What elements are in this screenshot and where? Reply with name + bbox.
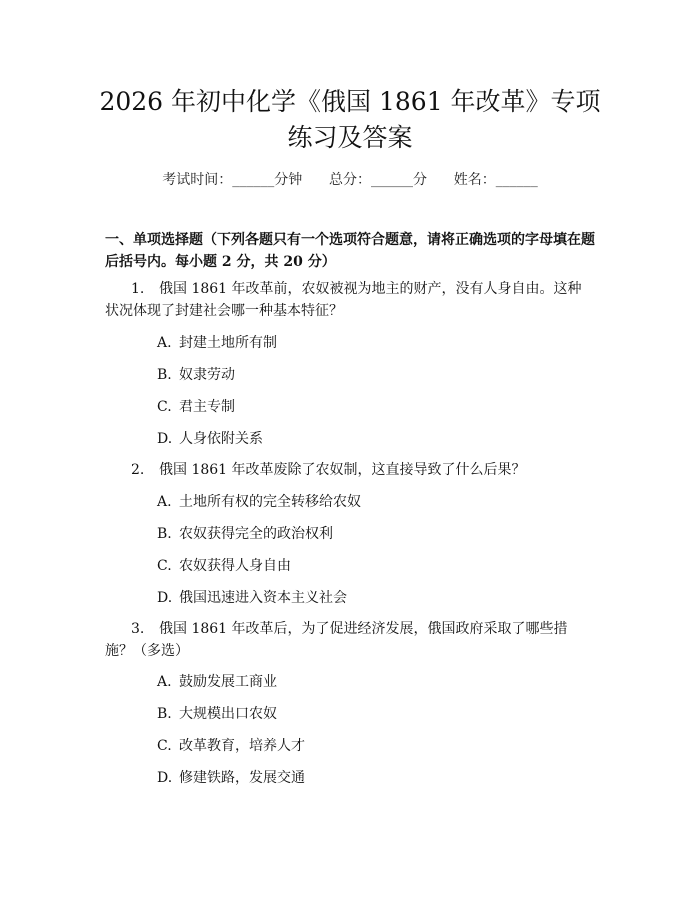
option-text: 俄国迅速进入资本主义社会 — [179, 590, 347, 606]
option-text: 修建铁路，发展交通 — [179, 770, 305, 786]
option-letter: B. — [157, 367, 172, 383]
question-1 — [105, 278, 595, 322]
question-2-option-d — [157, 588, 347, 608]
question-text: 俄国 1861 年改革前，农奴被视为地主的财产，没有人身自由。这种状况体现了封建社会哪一种基本特征？ — [105, 281, 582, 319]
option-letter: A. — [157, 335, 172, 351]
question-number: 2. — [131, 462, 145, 478]
option-text: 改革教育，培养人才 — [179, 738, 305, 754]
question-2-option-b — [157, 524, 333, 544]
question-1-option-a — [157, 333, 277, 353]
section-heading — [105, 229, 595, 273]
option-text: 封建土地所有制 — [179, 335, 277, 351]
question-1-option-c — [157, 397, 235, 417]
section-heading-line1: 一、单项选择题（下列各题只有一个选项符合题意，请将正确选项的字母填在题 — [105, 232, 595, 248]
question-text: 俄国 1861 年改革废除了农奴制，这直接导致了什么后果？ — [159, 462, 526, 478]
question-2-option-a — [157, 492, 361, 512]
option-letter: D. — [157, 590, 173, 606]
option-text: 农奴获得人身自由 — [179, 558, 291, 574]
option-letter: A. — [157, 494, 172, 510]
option-letter: C. — [157, 738, 172, 754]
option-letter: D. — [157, 770, 173, 786]
question-number: 1. — [131, 281, 145, 297]
question-2 — [105, 459, 595, 481]
document-title-line1: 2026 年初中化学《俄国 1861 年改革》专项 — [99, 87, 601, 116]
section-heading-line2: 后括号内。每小题 2 分，共 20 分） — [105, 254, 336, 270]
option-letter: C. — [157, 558, 172, 574]
question-3-option-d — [157, 768, 305, 788]
exam-score-label: 总分：______分 — [329, 172, 427, 188]
question-text: 俄国 1861 年改革后，为了促进经济发展，俄国政府采取了哪些措施？（多选） — [105, 621, 568, 659]
question-1-option-b — [157, 365, 235, 385]
document-title-line2: 练习及答案 — [287, 123, 413, 152]
option-letter: A. — [157, 674, 172, 690]
option-text: 鼓励发展工商业 — [179, 674, 277, 690]
exam-time-label: 考试时间：______分钟 — [162, 172, 303, 188]
question-3-option-b — [157, 704, 277, 724]
question-3 — [105, 618, 595, 662]
option-text: 大规模出口农奴 — [179, 706, 277, 722]
option-text: 君主专制 — [179, 399, 235, 415]
option-letter: B. — [157, 526, 172, 542]
option-text: 人身依附关系 — [179, 431, 263, 447]
question-1-option-d — [157, 429, 263, 449]
student-name-label: 姓名：______ — [453, 172, 538, 188]
option-letter: D. — [157, 431, 173, 447]
exam-meta — [0, 170, 700, 190]
question-2-option-c — [157, 556, 291, 576]
option-letter: B. — [157, 706, 172, 722]
question-number: 3. — [131, 621, 145, 637]
option-text: 土地所有权的完全转移给农奴 — [179, 494, 361, 510]
option-text: 奴隶劳动 — [179, 367, 235, 383]
question-3-option-c — [157, 736, 305, 756]
option-letter: C. — [157, 399, 172, 415]
question-3-option-a — [157, 672, 277, 692]
option-text: 农奴获得完全的政治权利 — [179, 526, 333, 542]
